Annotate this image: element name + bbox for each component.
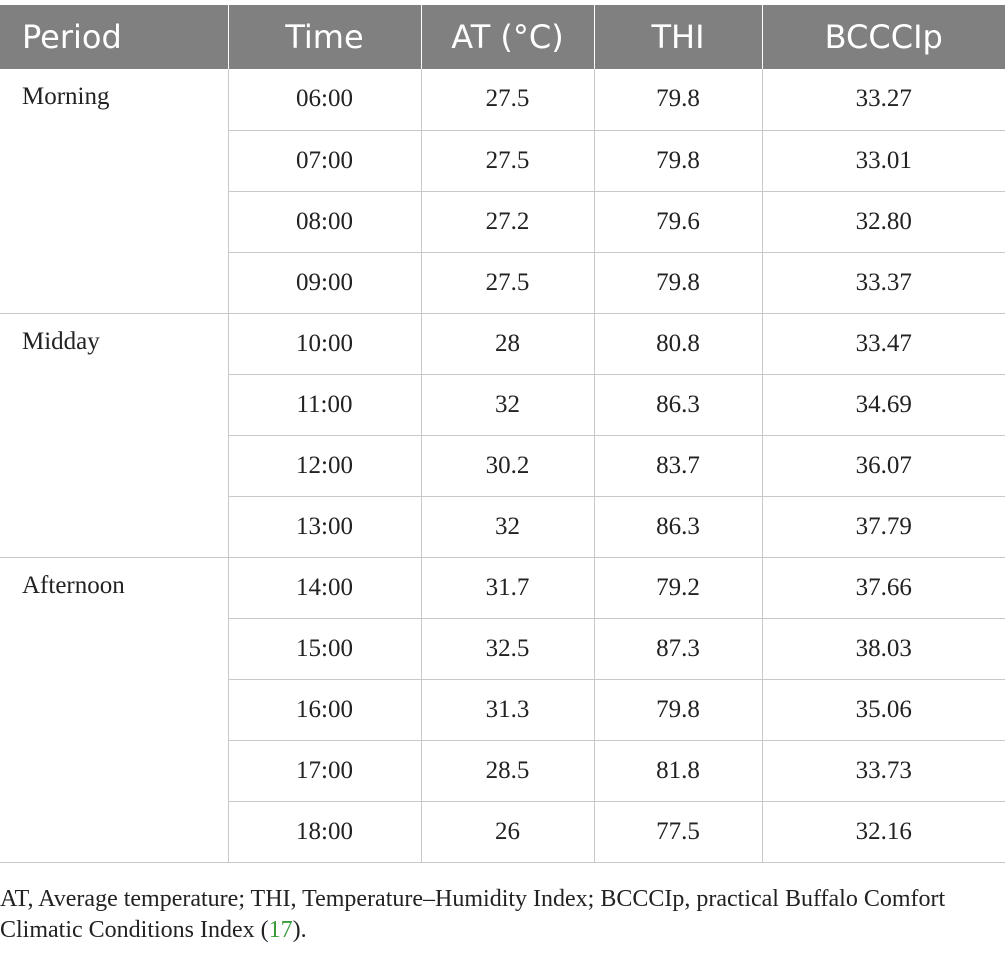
at-cell: 31.3 — [421, 679, 594, 740]
thi-cell: 77.5 — [594, 801, 762, 862]
bcccip-cell: 34.69 — [762, 374, 1005, 435]
footnote-text: AT, Average temperature; THI, Temperature–Humidity Index; BCCCIp, practical Buffalo Comfort Climatic Conditions Index ( — [0, 886, 946, 943]
header-at: AT (°C) — [421, 5, 594, 69]
bcccip-cell: 33.27 — [762, 69, 1005, 130]
at-cell: 27.5 — [421, 69, 594, 130]
table-row — [0, 557, 1005, 618]
table-footnote — [0, 884, 1005, 946]
time-cell: 18:00 — [228, 801, 421, 862]
bcccip-cell: 32.80 — [762, 191, 1005, 252]
at-cell: 26 — [421, 801, 594, 862]
table-row — [0, 313, 1005, 374]
thi-cell: 79.8 — [594, 252, 762, 313]
at-cell: 27.5 — [421, 252, 594, 313]
period-cell: Morning — [0, 69, 228, 313]
bcccip-cell: 33.01 — [762, 130, 1005, 191]
time-cell: 16:00 — [228, 679, 421, 740]
time-cell: 13:00 — [228, 496, 421, 557]
time-cell: 10:00 — [228, 313, 421, 374]
time-cell: 09:00 — [228, 252, 421, 313]
bcccip-cell: 33.73 — [762, 740, 1005, 801]
thi-cell: 80.8 — [594, 313, 762, 374]
header-bcccip: BCCCIp — [762, 5, 1005, 69]
time-cell: 06:00 — [228, 69, 421, 130]
time-cell: 11:00 — [228, 374, 421, 435]
reference-link[interactable]: 17 — [268, 917, 293, 943]
header-thi: THI — [594, 5, 762, 69]
at-cell: 28.5 — [421, 740, 594, 801]
at-cell: 30.2 — [421, 435, 594, 496]
at-cell: 32.5 — [421, 618, 594, 679]
thi-cell: 86.3 — [594, 374, 762, 435]
thi-cell: 83.7 — [594, 435, 762, 496]
time-cell: 08:00 — [228, 191, 421, 252]
thi-cell: 87.3 — [594, 618, 762, 679]
footnote-end: ). — [292, 917, 307, 943]
time-cell: 07:00 — [228, 130, 421, 191]
header-period: Period — [0, 5, 228, 69]
at-cell: 32 — [421, 374, 594, 435]
at-cell: 31.7 — [421, 557, 594, 618]
bcccip-cell: 33.47 — [762, 313, 1005, 374]
bcccip-cell: 32.16 — [762, 801, 1005, 862]
bcccip-cell: 35.06 — [762, 679, 1005, 740]
thi-cell: 86.3 — [594, 496, 762, 557]
header-row — [0, 5, 1005, 69]
at-cell: 27.2 — [421, 191, 594, 252]
time-cell: 14:00 — [228, 557, 421, 618]
thi-cell: 79.8 — [594, 130, 762, 191]
time-cell: 17:00 — [228, 740, 421, 801]
period-cell: Midday — [0, 313, 228, 557]
thi-cell: 79.6 — [594, 191, 762, 252]
bcccip-cell: 37.79 — [762, 496, 1005, 557]
data-table — [0, 5, 1005, 863]
bcccip-cell: 36.07 — [762, 435, 1005, 496]
at-cell: 32 — [421, 496, 594, 557]
table-header — [0, 5, 1005, 69]
bcccip-cell: 37.66 — [762, 557, 1005, 618]
time-cell: 15:00 — [228, 618, 421, 679]
period-cell: Afternoon — [0, 557, 228, 862]
bcccip-cell: 38.03 — [762, 618, 1005, 679]
thi-cell: 79.8 — [594, 69, 762, 130]
header-time: Time — [228, 5, 421, 69]
time-cell: 12:00 — [228, 435, 421, 496]
thi-cell: 79.2 — [594, 557, 762, 618]
thi-cell: 81.8 — [594, 740, 762, 801]
table-row — [0, 69, 1005, 130]
thi-cell: 79.8 — [594, 679, 762, 740]
at-cell: 28 — [421, 313, 594, 374]
table-body — [0, 69, 1005, 862]
bcccip-cell: 33.37 — [762, 252, 1005, 313]
at-cell: 27.5 — [421, 130, 594, 191]
